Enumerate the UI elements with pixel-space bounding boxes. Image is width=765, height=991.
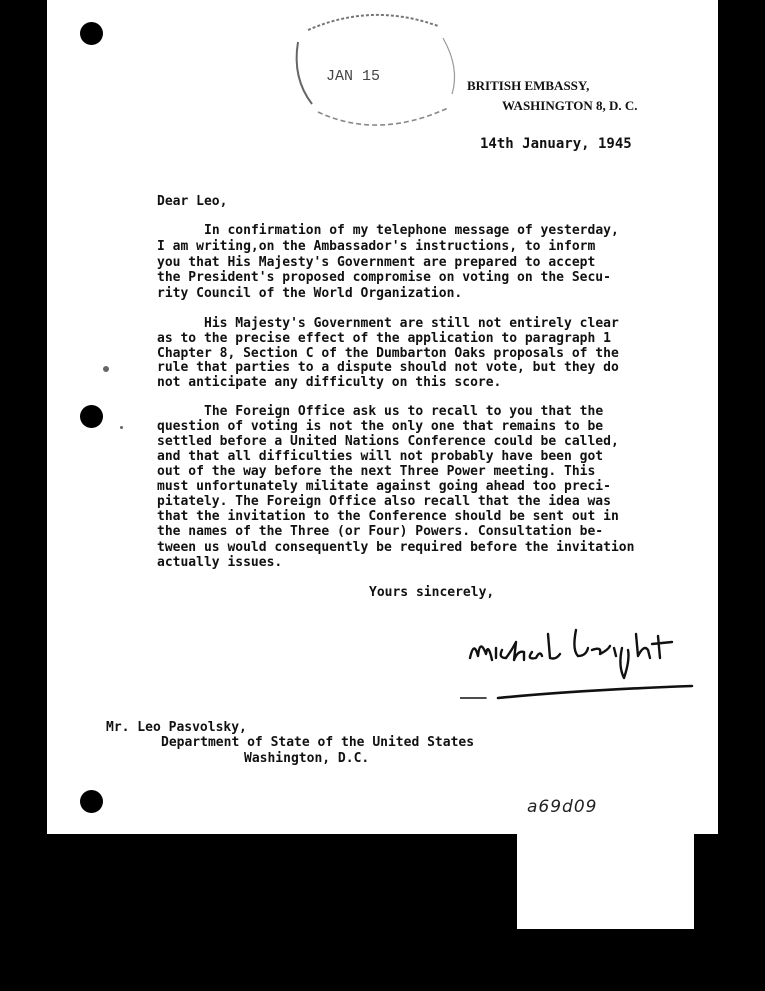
text-line: you that His Majesty's Government are prepared to accept [157, 255, 596, 270]
scan-speck [120, 426, 123, 429]
text-line: the names of the Three (or Four) Powers. Consultation be- [157, 524, 604, 539]
punch-hole [80, 405, 103, 428]
recipient-department: Department of State of the United States [161, 735, 475, 750]
letterhead-line1: BRITISH EMBASSY, [467, 78, 590, 93]
punch-hole [80, 22, 103, 45]
text-line: settled before a United Nations Conference could be called, [157, 434, 619, 449]
letterhead-line2: WASHINGTON 8, D. C. [502, 98, 638, 113]
paper-tab [517, 834, 694, 929]
text-line: pitately. The Foreign Office also recall that the idea was [157, 494, 611, 509]
text-line: must unfortunately militate against going ahead too preci- [157, 479, 611, 494]
salutation: Dear Leo, [157, 194, 228, 209]
punch-hole [80, 790, 103, 813]
text-line: not anticipate any difficulty on this score. [157, 375, 502, 390]
text-line: In confirmation of my telephone message of yesterday, [204, 223, 619, 238]
text-line: His Majesty's Government are still not entirely clear [204, 316, 619, 331]
text-line: out of the way before the next Three Power meeting. This [157, 464, 596, 479]
signature-image [460, 620, 695, 710]
text-line: that the invitation to the Conference should be sent out in [157, 509, 619, 524]
text-line: The Foreign Office ask us to recall to you that the [204, 404, 604, 419]
text-line: rity Council of the World Organization. [157, 286, 463, 301]
received-stamp [278, 8, 466, 136]
text-line: question of voting is not the only one that remains to be [157, 419, 604, 434]
scan-speck [103, 366, 109, 372]
file-number: a69d09 [527, 797, 598, 817]
text-line: as to the precise effect of the application to paragraph 1 [157, 331, 611, 346]
closing: Yours sincerely, [369, 585, 495, 600]
recipient-name: Mr. Leo Pasvolsky, [106, 720, 247, 735]
text-line: actually issues. [157, 555, 283, 570]
text-line: the President's proposed compromise on voting on the Secu- [157, 270, 611, 285]
text-line: Chapter 8, Section C of the Dumbarton Oaks proposals of the [157, 346, 619, 361]
recipient-city: Washington, D.C. [244, 751, 370, 766]
text-line: and that all difficulties will not probably have been got [157, 449, 604, 464]
text-line: tween us would consequently be required before the invitation [157, 540, 635, 555]
letter-date: 14th January, 1945 [480, 136, 632, 152]
text-line: rule that parties to a dispute should not vote, but they do [157, 360, 619, 375]
text-line: I am writing,on the Ambassador's instructions, to inform [157, 239, 596, 254]
stamp-date: JAN 15 [326, 68, 381, 85]
